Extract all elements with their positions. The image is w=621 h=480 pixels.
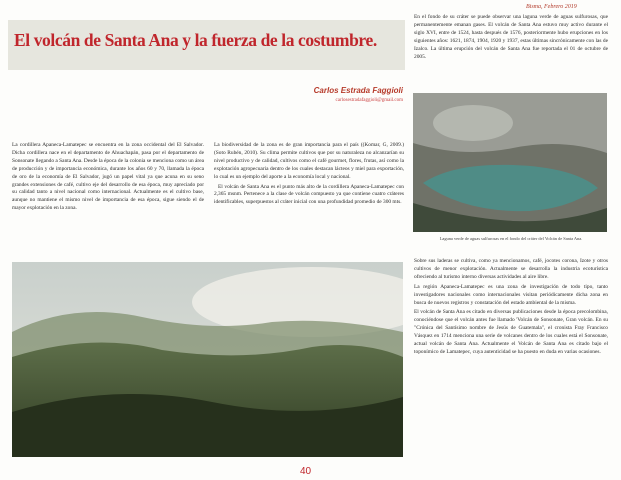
right-column-top bbox=[414, 14, 608, 63]
paragraph: Sobre sus laderas se cultiva, como ya mencionamos, café, jocotes corona, Izote y otros cultivos de menor explotación. Actualmente se desarrolla la industria ecoturística ofreciendo al turismo interno diversas actividades al aire libre. bbox=[414, 258, 608, 280]
paragraph: En el fondo de su cráter se puede observar una laguna verde de aguas sulfurosas, que permanentemente emanan gases. El volcán de Santa Ana estuvo muy activo durante el siglo XVI, entre de 1524, hasta después de 1576, posteriormente hubo erupciones en los siguientes años: 1621, 1874, 1904, 1920 y 1937, estas últimas sincrónicamente con las de Izalco. La última erupción del volcán de Santa Ana fue reportada el 01 de octubre de 2005. bbox=[414, 14, 608, 60]
page-number: 40 bbox=[300, 466, 312, 477]
volcano-landscape-photo bbox=[12, 262, 403, 457]
paragraph: La cordillera Apaneca-Lamatepec se encuentra en la zona occidental del El Salvador. Dicha cordillera nace en el departamento de Ahuachapán, pasa por el departamento de Sonsonate llegando a Santa Ana. Desde la época de la colonia se menciona como un área de producción y de importancia económica, durante los años 60 y 70, llamada la época de oro de la economía de El Salvador, jugó un papel vital ya que acuna en su seno grandes extensiones de café, cultivo eje del desarrollo de esa época, muy apreciado por su calidad tanto a nivel nacional como internacional. Actualmente es el cultivo base, aunque no mantiene el mismo nivel de importancia de esa época, sigue siendo el de mayor explotación en la zona. bbox=[12, 142, 204, 212]
paragraph: El volcán de Santa Ana es citado en diversas publicaciones desde la época precolombina, conociéndose que el volcán antes fue llamado 'Volcán de Sonsonate, Gran volcán. En su "Crónica del Santísimo nombre de Jesús de Guatemala", el cronista Fray Francisco Vásquez en 1714 menciona una serie de volcanes dentro de los cuales está el Sonsonate, actual volcán de Santa Ana. Actualmente el Volcán de Santa Ana es citado bajo el toponímico de Lamatepec, cuya autenticidad se ha puesto en duda en varias ocasiones. bbox=[414, 309, 608, 355]
body-column-1 bbox=[12, 142, 204, 215]
author-name: Carlos Estrada Faggioli bbox=[313, 86, 403, 95]
crater-caption: Laguna verde de aguas sulfurosas en el fondo del cráter del Volcán de Santa Ana. bbox=[439, 236, 583, 241]
body-column-2 bbox=[214, 142, 404, 209]
paragraph: La biodiversidad de la zona es de gran importancia para el país ((Komar, G, 2009.) (Soto Rubén, 2010). Su clima permite cultivos que por su naturaleza no alcanzarían su nivel productivo y de calidad, cultivos como el café gourmet, flores, frutas, así como la explotación agropecuaria dentro de los cuales destacan lácteos y miel para exportación, lo cual es un ejemplo del aporte a la economía local y nacional. bbox=[214, 142, 404, 180]
header-date: Bisma, Febrero 2019 bbox=[526, 4, 577, 10]
author-email[interactable]: carlosestradafaggioli@gmail.com bbox=[335, 98, 403, 103]
article-title: El volcán de Santa Ana y la fuerza de la costumbre. bbox=[14, 30, 377, 50]
right-column-bottom bbox=[414, 258, 608, 359]
paragraph: El volcán de Santa Ana es el punto más alto de la cordillera Apaneca-Lamatepec con 2,365 msnm. Pertenece a la clase de volcán compuesto ya que contiene cuatro cráteres identificables, superpuestos al cráter inicial con una profundidad promedio de 300 mts. bbox=[214, 183, 404, 206]
crater-lagoon-photo bbox=[413, 93, 607, 232]
paragraph: La región Apaneca-Lamatepec es una zona de investigación de todo tipo, tanto investigadores nacionales como internacionales visitan periódicamente dicha zona en busca de nuevos registros y constatación del estado ambiental de la misma. bbox=[414, 283, 608, 306]
